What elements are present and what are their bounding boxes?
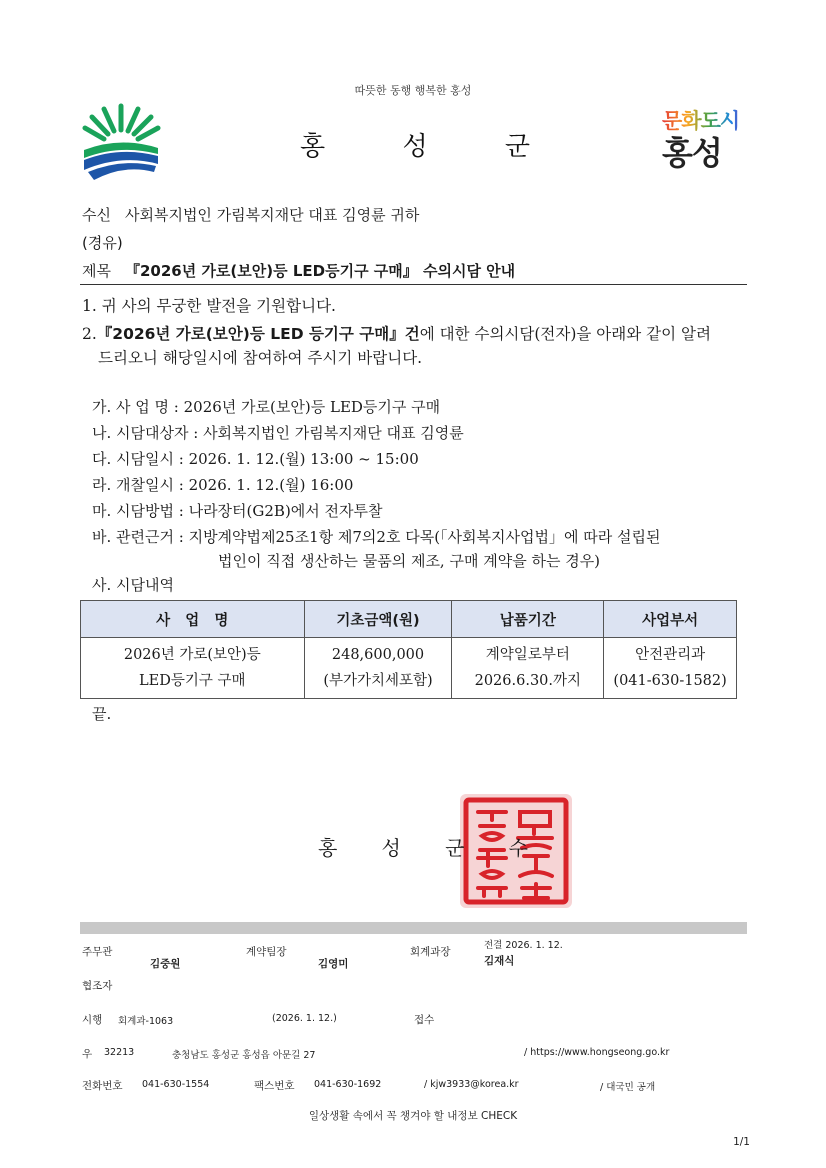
- org-title-char: 군: [504, 132, 530, 162]
- phone-number: 041-630-1554: [142, 1079, 210, 1090]
- paragraph-2-number: 2.: [82, 325, 97, 343]
- th-department: 사업부서: [604, 601, 737, 638]
- cell-line: 2026.6.30.까지: [474, 673, 582, 689]
- culture-city-logo-bottom: 홍성: [662, 134, 722, 172]
- final-approval-date: 전결 2026. 1. 12.: [484, 940, 563, 951]
- approver-1-label: 주무관: [82, 946, 113, 958]
- via-line: (경유): [82, 234, 123, 252]
- item-negotiation-target: 나. 시담대상자 : 사회복지법인 가림복지재단 대표 김영륜: [92, 424, 464, 442]
- approver-2-label: 계약팀장: [246, 946, 287, 958]
- subject-divider: [80, 284, 747, 285]
- item-negotiation-datetime: 다. 시담일시 : 2026. 1. 12.(월) 13:00 ~ 15:00: [92, 450, 419, 468]
- org-title-char: 홍: [300, 132, 326, 162]
- footer-divider-bar: [80, 922, 747, 934]
- item-project-name: 가. 사 업 명 : 2026년 가로(보안)등 LED등기구 구매: [92, 398, 441, 416]
- header-slogan: 따뜻한 동행 행복한 홍성: [354, 84, 472, 97]
- th-delivery-period: 납품기간: [452, 601, 604, 638]
- table-header-row: [81, 601, 737, 638]
- approver-3-name: 김재식: [484, 955, 515, 967]
- subject-line: [82, 260, 515, 281]
- item-opening-datetime: 라. 개찰일시 : 2026. 1. 12.(월) 16:00: [92, 476, 354, 494]
- postal-label: 우: [82, 1048, 93, 1060]
- cell-base-amount: [304, 638, 452, 699]
- culture-city-logo-top: 문화도시: [662, 108, 748, 134]
- cell-department: [604, 638, 737, 699]
- recipient-line: [82, 204, 419, 225]
- fax-number: 041-630-1692: [314, 1079, 382, 1090]
- fax-label: 팩스번호: [254, 1080, 295, 1092]
- recipient-value: 사회복지법인 가림복지재단 대표 김영륜 귀하: [124, 206, 420, 224]
- culture-city-logo: [662, 108, 748, 178]
- cell-line: (부가가치세포함): [323, 673, 433, 689]
- footer-slogan: 일상생활 속에서 꼭 챙겨야 할 내정보 CHECK: [308, 1110, 518, 1122]
- approver-1-name: 김중원: [150, 958, 181, 970]
- approver-3-label: 회계과장: [410, 946, 451, 958]
- org-title-char: 성: [402, 132, 428, 162]
- item-legal-basis-cont: 법인이 직접 생산하는 물품의 제조, 구매 계약을 하는 경우): [218, 552, 601, 570]
- receipt-label: 접수: [414, 1014, 435, 1026]
- cell-delivery-period: [452, 638, 604, 699]
- issuer-signature: [318, 832, 528, 861]
- email-link[interactable]: / kjw3933@korea.kr: [424, 1079, 519, 1090]
- item-legal-basis: 바. 관련근거 : 지방계약법제25조1항 제7의2호 다목(「사회복지사업법」에 따라 설립된: [92, 528, 661, 546]
- paragraph-2-rest: 에 대한 수의시담(전자)을 아래와 같이 알려: [419, 325, 711, 343]
- th-project-name: 사 업 명: [81, 601, 305, 638]
- body-paragraph-2-cont: 드리오니 해당일시에 참여하여 주시기 바랍니다.: [98, 349, 423, 367]
- hongseong-county-logo-icon: [80, 100, 162, 182]
- cooperator-label: 협조자: [82, 980, 113, 992]
- signature-char: 홍: [318, 836, 338, 860]
- item-negotiation-method: 마. 시담방법 : 나라장터(G2B)에서 전자투찰: [92, 502, 383, 520]
- paragraph-2-bold: 『2026년 가로(보안)등 LED 등기구 구매』건: [96, 325, 420, 343]
- subject-label: 제목: [82, 262, 111, 280]
- subject-value: 『2026년 가로(보안)등 LED등기구 구매』 수의시담 안내: [124, 262, 516, 280]
- cell-line: 안전관리과: [635, 647, 706, 663]
- item-negotiation-details: 사. 시담내역: [92, 576, 174, 594]
- signature-char: 군: [445, 836, 465, 860]
- end-mark: 끝.: [92, 705, 112, 723]
- signature-char: 수: [508, 836, 528, 860]
- page-number: 1/1: [733, 1136, 750, 1148]
- cell-line: (041-630-1582): [613, 673, 727, 689]
- postal-code: 32213: [104, 1047, 135, 1058]
- th-base-amount: 기초금액(원): [304, 601, 452, 638]
- cell-line: LED등기구 구매: [139, 673, 246, 689]
- organization-title: [300, 126, 530, 163]
- signature-char: 성: [381, 836, 401, 860]
- enforcement-number: 회계과-1063: [118, 1016, 174, 1027]
- cell-line: 248,600,000: [331, 647, 425, 663]
- body-paragraph-1: 1. 귀 사의 무궁한 발전을 기원합니다.: [82, 297, 336, 315]
- recipient-label: 수신: [82, 206, 111, 224]
- table-row: [81, 638, 737, 699]
- cell-project-name: [81, 638, 305, 699]
- cell-line: 계약일로부터: [485, 647, 570, 663]
- negotiation-details-table: [80, 600, 737, 699]
- disclosure-status: / 대국민 공개: [600, 1082, 656, 1093]
- approver-2-name: 김영미: [318, 958, 349, 970]
- website-link[interactable]: / https://www.hongseong.go.kr: [524, 1047, 670, 1058]
- enforcement-label: 시행: [82, 1014, 103, 1026]
- phone-label: 전화번호: [82, 1080, 123, 1092]
- address: 충청남도 홍성군 홍성읍 아문길 27: [172, 1050, 316, 1061]
- cell-line: 2026년 가로(보안)등: [123, 647, 261, 663]
- enforcement-date: (2026. 1. 12.): [272, 1013, 337, 1024]
